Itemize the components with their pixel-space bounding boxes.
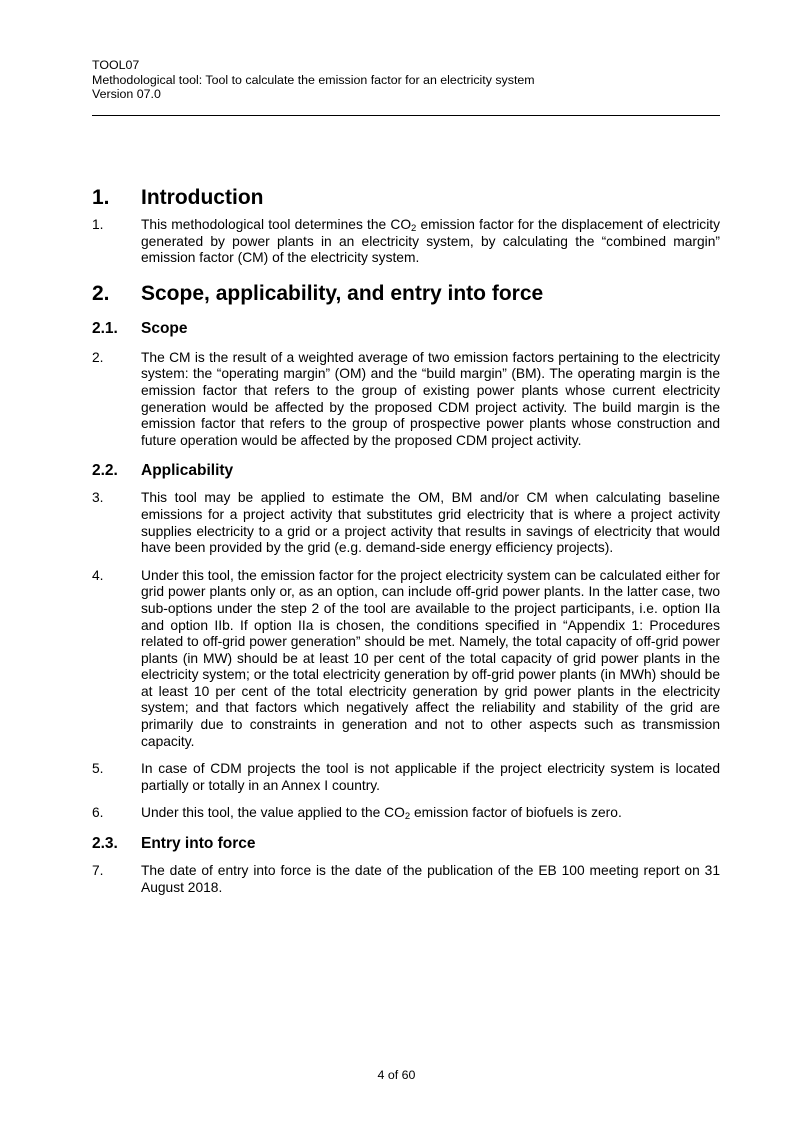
section-heading-introduction — [92, 185, 720, 211]
paragraph-number: 6. — [92, 805, 104, 821]
page-number: 4 of 60 — [377, 1068, 416, 1082]
text-run: emission factor of biofuels is zero. — [410, 805, 622, 821]
subsection-number: 2.3. — [92, 835, 118, 853]
paragraph-text: This tool may be applied to estimate the OM, BM and/or CM when calculating baseline emissions for a project activity that substitutes grid electricity that is where a project activity supplies electricity to a grid or a project activity that results in savings of electricity that would have been provided by the grid (e.g. demand-side energy efficiency projects). — [141, 490, 720, 556]
header-tool-id: TOOL07 — [92, 58, 140, 72]
paragraph-number: 4. — [92, 567, 104, 583]
paragraph-5 — [92, 761, 720, 794]
paragraph-2 — [92, 350, 720, 450]
text-run: emission factor for the displacement of electricity generated by power plants in an electricity system, by calculating the “combined margin” emission factor (CM) of the electricity system. — [141, 217, 720, 266]
header-divider — [92, 115, 720, 116]
paragraph-number: 2. — [92, 349, 104, 365]
subscript: 2 — [411, 223, 417, 234]
paragraph-4 — [92, 568, 720, 751]
subsection-title: Applicability — [141, 462, 234, 480]
subsection-number: 2.1. — [92, 319, 118, 337]
paragraph-text — [141, 217, 720, 267]
subsection-heading-applicability — [92, 461, 720, 480]
section-number: 2. — [92, 281, 110, 305]
paragraph-text: The CM is the result of a weighted average of two emission factors pertaining to the electricity system: the “operating margin” (OM) and the “build margin” (BM). The operating margin is the emission factor that refers to the group of existing power plants whose current electricity generation would be affected by the proposed CDM project activity. The build margin is the emission factor that refers to the group of prospective power plants whose construction and future operation would be affected by the proposed CDM project activity. — [141, 349, 720, 448]
section-title: Scope, applicability, and entry into force — [141, 281, 544, 305]
subscript: 2 — [404, 811, 411, 823]
paragraph-text: The date of entry into force is the date of the publication of the EB 100 meeting report on 31 August 2018. — [141, 863, 720, 895]
paragraph-text: In case of CDM projects the tool is not applicable if the project electricity system is located partially or totally in an Annex I country. — [141, 761, 720, 793]
section-title: Introduction — [141, 186, 264, 209]
paragraph-number: 3. — [92, 490, 104, 506]
section-number: 1. — [92, 186, 110, 209]
subsection-number: 2.2. — [92, 462, 118, 480]
paragraph-number: 7. — [92, 863, 104, 879]
section-heading-scope-applicability — [92, 281, 720, 307]
paragraph-3 — [92, 490, 720, 556]
text-run: This methodological tool determines the CO — [141, 217, 412, 232]
subsection-title: Scope — [141, 319, 188, 337]
subsection-title: Entry into force — [141, 835, 256, 853]
subsection-heading-entry-into-force — [92, 834, 720, 853]
document-body — [92, 185, 720, 904]
paragraph-number: 1. — [92, 217, 104, 232]
paragraph-7 — [92, 863, 720, 896]
header-tool-title: Methodological tool: Tool to calculate the emission factor for an electricity system — [92, 72, 535, 87]
paragraph-1 — [92, 217, 720, 267]
header-version: Version 07.0 — [92, 87, 161, 102]
paragraph-text — [141, 805, 720, 822]
paragraph-6 — [92, 805, 720, 822]
text-run: Under this tool, the value applied to the CO — [141, 805, 405, 821]
paragraph-number: 5. — [92, 761, 104, 777]
page-header — [92, 58, 720, 102]
paragraph-text: Under this tool, the emission factor for the project electricity system can be calculated either for grid power plants only or, as an option, can include off-grid power plants. In the latter case, two sub-options under the step 2 of the tool are available to the project participants, i.e. option IIa and option IIb. If option IIa is chosen, the conditions specified in “Appendix 1: Procedures related to off-grid power generation” should be met. Namely, the total capacity of off-grid power plants (in MW) should be at least 10 per cent of the total capacity of grid power plants in the electricity system; or the total electricity generation by off-grid power plants (in MWh) should be at least 10 per cent of the total electricity generation by grid power plants in the electricity system; and that factors which negatively affect the reliability and stability of the grid are primarily due to constraints in generation and not to other aspects such as transmission capacity. — [141, 567, 720, 749]
subsection-heading-scope — [92, 319, 720, 338]
